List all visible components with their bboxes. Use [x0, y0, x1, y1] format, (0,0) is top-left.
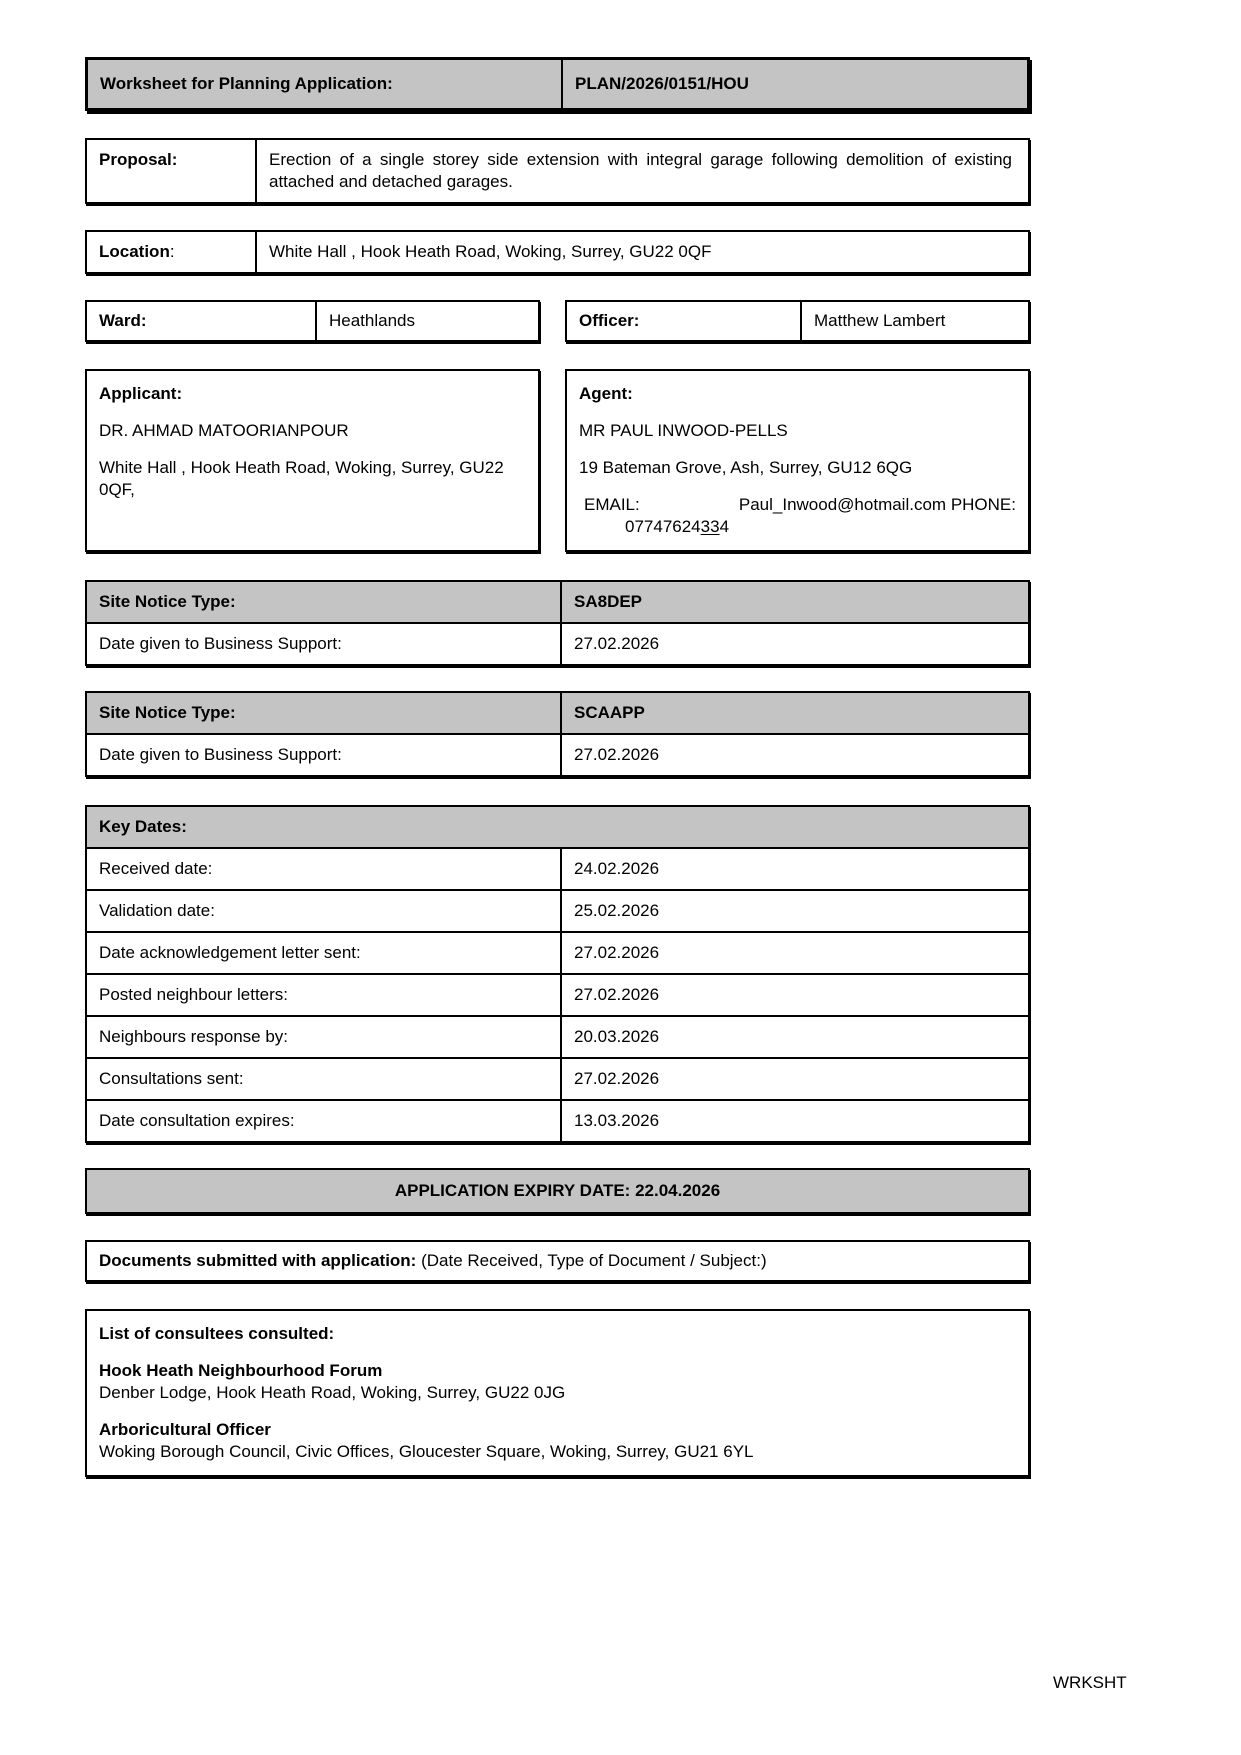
key-dates-row: Date consultation expires: 13.03.2026 [87, 1099, 1028, 1141]
consultees-section [85, 1309, 1030, 1477]
agent-phone: 07747624334 [625, 517, 730, 536]
key-dates-row: Received date: 24.02.2026 [87, 849, 1028, 889]
header-title: Worksheet for Planning Application: [88, 60, 563, 108]
consultees-title: List of consultees consulted: [99, 1324, 335, 1343]
location-value: White Hall , Hook Heath Road, Woking, Surrey, GU22 0QF [269, 242, 712, 261]
proposal-text: Erection of a single storey side extension with integral garage following demolition of existing attached and detached garages. [269, 150, 1012, 191]
ward-value: Heathlands [329, 311, 416, 330]
applicant-address: White Hall , Hook Heath Road, Woking, Surrey, GU22 0QF, [99, 458, 504, 499]
proposal-table [85, 138, 1030, 204]
agent-address: 19 Bateman Grove, Ash, Surrey, GU12 6QG [579, 458, 913, 477]
officer-table [565, 300, 1030, 342]
documents-note: (Date Received, Type of Document / Subject:) [421, 1251, 767, 1270]
key-dates-row: Validation date: 25.02.2026 [87, 889, 1028, 931]
location-row [87, 232, 1028, 272]
application-reference: PLAN/2026/0151/HOU [563, 60, 1027, 108]
applicant-name: DR. AHMAD MATOORIANPOUR [99, 421, 349, 440]
site-notice-2-date-label: Date given to Business Support: [87, 735, 562, 775]
location-label: Location: [87, 232, 257, 272]
key-dates-row: Neighbours response by: 20.03.2026 [87, 1015, 1028, 1057]
consultee-entry [99, 1360, 1016, 1404]
consultee-name: Arboricultural Officer [99, 1420, 271, 1439]
agent-name: MR PAUL INWOOD-PELLS [579, 421, 788, 440]
header-table [85, 57, 1030, 111]
agent-label: Agent: [579, 384, 633, 403]
site-notice-table-1 [85, 580, 1030, 666]
consultee-entry [99, 1419, 1016, 1463]
agent-section [565, 369, 1030, 552]
key-dates-row: Consultations sent: 27.02.2026 [87, 1057, 1028, 1099]
agent-email: Paul_Inwood@hotmail.com [738, 495, 947, 514]
expiry-banner: APPLICATION EXPIRY DATE: 22.04.2026 [85, 1168, 1030, 1214]
key-dates-row: Date acknowledgement letter sent: 27.02.2026 [87, 931, 1028, 973]
applicant-section [85, 369, 540, 552]
consultee-address: Woking Borough Council, Civic Offices, Gloucester Square, Woking, Surrey, GU21 6YL [99, 1442, 754, 1461]
site-notice-1-date-value: 27.02.2026 [574, 634, 660, 653]
documents-banner [85, 1240, 1030, 1282]
site-notice-1-date-label: Date given to Business Support: [87, 624, 562, 664]
site-notice-1-date-row [87, 622, 1028, 664]
ward-officer-row [85, 300, 1030, 342]
officer-label: Officer: [567, 302, 802, 340]
page-footer: WRKSHT [1053, 1673, 1127, 1692]
proposal-row [87, 140, 1028, 202]
officer-value: Matthew Lambert [814, 311, 946, 330]
agent-email-label: EMAIL: [584, 495, 640, 514]
site-notice-2-date-row [87, 733, 1028, 775]
site-notice-1-header-row [87, 582, 1028, 622]
agent-phone-label: PHONE: [950, 495, 1016, 514]
applicant-label: Applicant: [99, 384, 183, 403]
applicant-agent-row [85, 369, 1030, 552]
site-notice-2-type-label: Site Notice Type: [87, 693, 562, 733]
site-notice-2-date-value: 27.02.2026 [574, 745, 660, 764]
agent-contact [579, 494, 1016, 538]
proposal-label: Proposal: [87, 140, 257, 202]
header-row [88, 60, 1027, 108]
site-notice-2-type-value: SCAAPP [574, 703, 645, 722]
site-notice-2-header-row [87, 693, 1028, 733]
site-notice-table-2 [85, 691, 1030, 777]
key-dates-table [85, 805, 1030, 1143]
consultee-address: Denber Lodge, Hook Heath Road, Woking, Surrey, GU22 0JG [99, 1383, 566, 1402]
ward-table [85, 300, 540, 342]
documents-label: Documents submitted with application: [99, 1251, 417, 1270]
location-table [85, 230, 1030, 274]
worksheet-content [85, 57, 1030, 1477]
key-dates-row: Posted neighbour letters: 27.02.2026 [87, 973, 1028, 1015]
key-dates-title: Key Dates: [87, 807, 1028, 849]
site-notice-1-type-value: SA8DEP [574, 592, 643, 611]
ward-label: Ward: [87, 302, 317, 340]
site-notice-1-type-label: Site Notice Type: [87, 582, 562, 622]
consultee-name: Hook Heath Neighbourhood Forum [99, 1361, 383, 1380]
